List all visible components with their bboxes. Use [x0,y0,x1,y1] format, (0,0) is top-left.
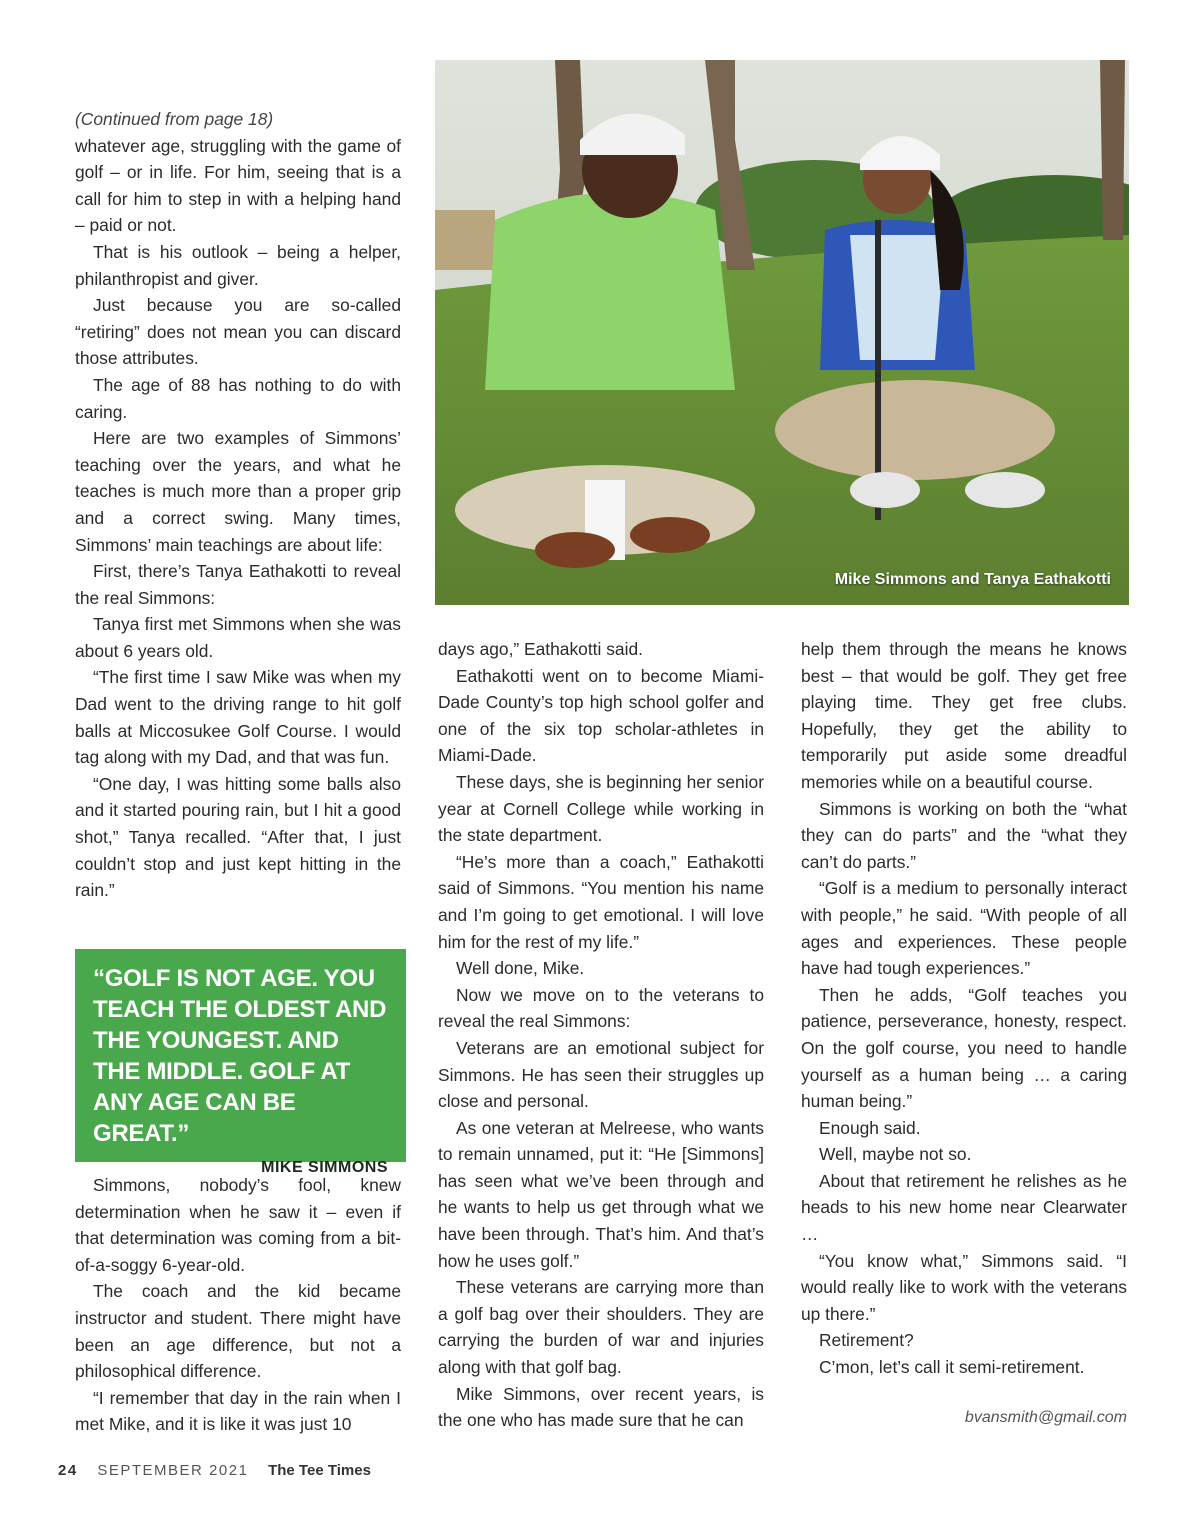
paragraph: That is his outlook – being a helper, philanthropist and giver. [75,241,401,289]
paragraph: C’mon, let’s call it semi-retirement. [819,1357,1085,1378]
paragraph: The age of 88 has nothing to do with caring. [75,374,401,422]
article-column-3 [801,636,1127,1381]
paragraph: whatever age, struggling with the game of golf – or in life. For him, seeing that is a call for him to step in with a helping hand – paid or not. [75,135,401,236]
photo-illustration [435,60,1129,605]
paragraph: “You know what,” Simmons said. “I would really like to work with the veterans up there.” [801,1250,1127,1324]
author-email[interactable]: bvansmith@gmail.com [964,1409,1127,1426]
page-number: 24 [58,1462,78,1479]
article-column-1-bottom [75,1172,401,1438]
paragraph: Simmons, nobody’s fool, knew determination when he saw it – even if that determination was coming from a bit-of-a-soggy 6-year-old. [75,1175,401,1275]
paragraph: About that retirement he relishes as he heads to his new home near Clearwater … [801,1170,1127,1245]
continued-note: (Continued from page 18) [75,109,274,129]
article-column-1-top [75,106,401,904]
page-footer [58,1462,371,1479]
paragraph: “One day, I was hitting some balls also and it started pouring rain, but I hit a good shot,” Tanya recalled. “After that, I just couldn’t stop and just kept hitting in the rain.” [75,773,401,901]
paragraph: Retirement? [819,1330,914,1351]
paragraph: Now we move on to the veterans to reveal the real Simmons: [438,984,764,1032]
paragraph: The coach and the kid became instructor and student. There might have been an age difference, but not a philosophical difference. [75,1281,401,1382]
pull-quote [75,949,406,1176]
article-column-2 [438,636,764,1434]
publication-name: The Tee Times [268,1462,371,1479]
paragraph: Eathakotti went on to become Miami-Dade County’s top high school golfer and one of the six top scholar-athletes in Miami-Dade. [438,665,764,766]
issue-date: SEPTEMBER 2021 [97,1462,249,1479]
paragraph: Simmons is working on both the “what they can do parts” and the “what they can’t do parts.” [801,798,1127,872]
paragraph: First, there’s Tanya Eathakotti to reveal the real Simmons: [75,561,401,608]
paragraph: Tanya first met Simmons when she was about 6 years old. [75,614,401,661]
article-photo [435,60,1129,605]
paragraph: “Golf is a medium to personally interact with people,” he said. “With people of all ages and experiences. These people have had tough experiences.” [801,878,1127,979]
paragraph: As one veteran at Melreese, who wants to remain unnamed, put it: “He [Simmons] has seen what we’ve been through and he wants to help us get through what we have been through. That’s him. And that’s how he uses golf.” [438,1117,764,1271]
paragraph: Well done, Mike. [456,958,585,979]
pull-quote-text: “GOLF IS NOT AGE. YOU TEACH THE OLDEST AND THE YOUNGEST. AND THE MIDDLE. GOLF AT ANY AGE CAN BE GREAT.” [93,965,387,1147]
paragraph: Here are two examples of Simmons’ teaching over the years, and what he teaches is much more than a proper grip and a correct swing. Many times, Simmons’ main teachings are about life: [75,428,401,555]
paragraph: Then he adds, “Golf teaches you patience, perseverance, honesty, respect. On the golf course, you need to handle yourself as a human being … a caring human being.” [801,984,1127,1112]
paragraph: “The first time I saw Mike was when my Dad went to the driving range to hit golf balls at Miccosukee Golf Course. I would tag along with my Dad, and that was fun. [75,667,401,768]
paragraph: help them through the means he knows best – that would be golf. They get free playing time. They get free clubs. Hopefully, they get the ability to temporarily put aside some dreadful memories while on a beautiful course. [801,639,1127,792]
paragraph: “He’s more than a coach,” Eathakotti said of Simmons. “You mention his name and I’m going to get emotional. I will love him for the rest of my life.” [438,851,764,952]
paragraph: Enough said. [819,1117,921,1138]
pull-quote-attribution: MIKE SIMMONS [261,1159,388,1176]
paragraph: Mike Simmons, over recent years, is the one who has made sure that he can [438,1383,764,1431]
photo-caption: Mike Simmons and Tanya Eathakotti [834,571,1111,588]
paragraph: Veterans are an emotional subject for Simmons. He has seen their struggles up close and personal. [438,1037,764,1112]
paragraph: These days, she is beginning her senior year at Cornell College while working in the state department. [438,771,764,846]
paragraph: “I remember that day in the rain when I met Mike, and it is like it was just 10 [75,1387,401,1435]
paragraph: Well, maybe not so. [819,1144,972,1165]
paragraph: These veterans are carrying more than a golf bag over their shoulders. They are carrying the burden of war and injuries along with that golf bag. [438,1277,764,1378]
paragraph: days ago,” Eathakotti said. [438,639,643,659]
paragraph: Just because you are so-called “retiring” does not mean you can discard those attributes. [75,295,401,369]
